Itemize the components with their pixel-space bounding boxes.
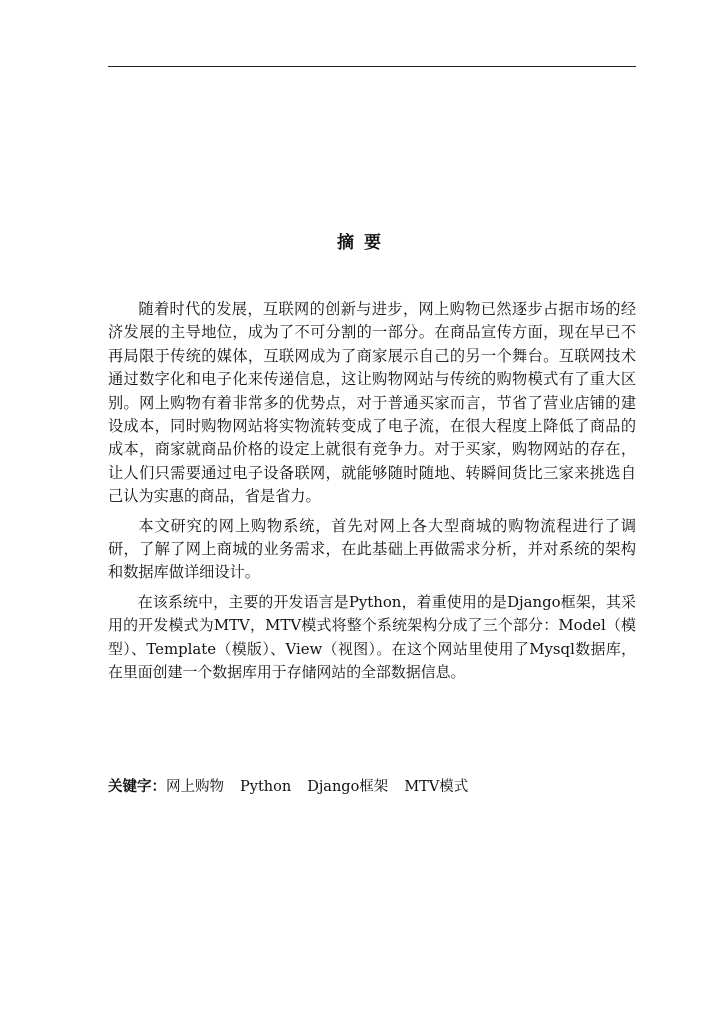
keyword-item: MTV模式 <box>404 779 469 795</box>
keywords-line <box>108 776 636 798</box>
keyword-item: Django框架 <box>307 779 389 795</box>
keyword-item: 网上购物 <box>166 779 224 795</box>
abstract-paragraph-3: 在该系统中，主要的开发语言是Python，着重使用的是Django框架，其采用的开发模式为MTV，MTV模式将整个系统架构分成了三个部分：Model（模型）、Template（模版）、View（视图）。在这个网站里使用了Mysql数据库，在里面创建一个数据库用于存储网站的全部数据信息。 <box>108 592 636 682</box>
keyword-item: Python <box>240 779 292 795</box>
header-rule <box>108 66 636 67</box>
abstract-body <box>108 298 636 691</box>
abstract-paragraph-2: 本文研究的网上购物系统，首先对网上各大型商城的购物流程进行了调研，了解了网上商城的业务需求，在此基础上再做需求分析，并对系统的架构和数据库做详细设计。 <box>108 516 636 582</box>
keywords-label: 关键字： <box>108 779 166 795</box>
page-title: 摘 要 <box>337 233 383 253</box>
abstract-paragraph-1: 随着时代的发展，互联网的创新与进步，网上购物已然逐步占据市场的经济发展的主导地位，成为了不可分割的一部分。在商品宣传方面，现在早已不再局限于传统的媒体，互联网成为了商家展示自己的另一个舞台。互联网技术通过数字化和电子化来传递信息，这让购物网站与传统的购物模式有了重大区别。网上购物有着非常多的优势点，对于普通买家而言，节省了营业店铺的建设成本，同时购物网站将实物流转变成了电子流，在很大程度上降低了商品的成本，商家就商品价格的设定上就很有竞争力。对于买家，购物网站的存在，让人们只需要通过电子设备联网，就能够随时随地、转瞬间货比三家来挑选自己认为实惠的商品，省是省力。 <box>108 300 636 506</box>
